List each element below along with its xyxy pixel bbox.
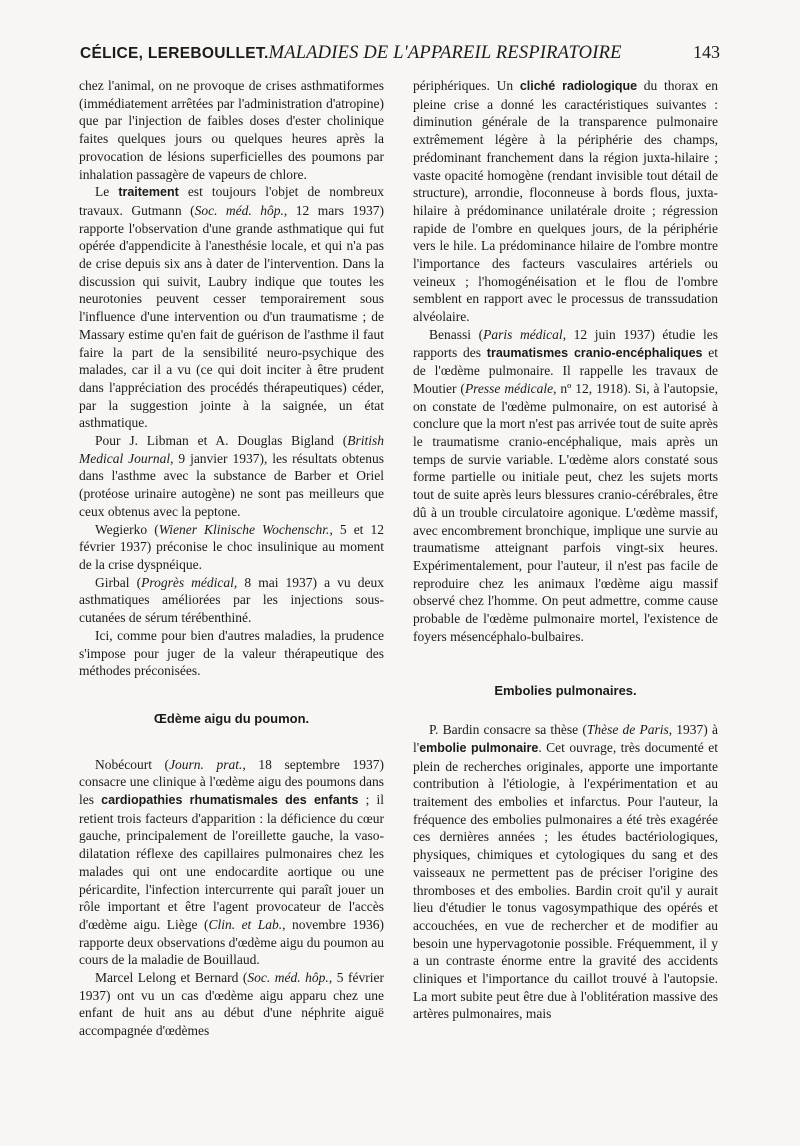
header-title: MALADIES DE L'APPAREIL RESPIRATOIRE — [268, 43, 622, 63]
citation-source: Clin. et Lab. — [208, 916, 283, 932]
section-title: Embolies pulmonaires. — [494, 682, 637, 698]
header-authors: CÉLICE, LEREBOULLET. — [80, 45, 269, 62]
citation-source: Wiener Klinische Wochenschr. — [158, 521, 330, 537]
paragraph: Ici, comme pour bien d'autres maladies, la prudence s'impose pour juger de la valeur thérapeutique des méthodes préconisées. — [79, 627, 384, 679]
citation-source: British Medical Journal — [79, 433, 384, 466]
paragraph: Le traitement est toujours l'objet de nombreux travaux. Gutmann (Soc. méd. hôp., 12 mars 1937) rapporte l'observation d'une grande asthmatique qui fut opérée d'appendicite à l'anesthésie locale, et qui n'a pas de crise depuis six ans à dater de l'intervention. Dans la discussion qui suivit, Laubry indique que toutes les neurotonies peuvent cesser temporairement sous l'influence d'une intervention ou d'un traumatisme ; de Massary estime qu'en fait de guérison de l'asthme il faut faire la part de la sensibilité neuro-psychique des malades, car il a vu (ce qui doit inciter à être prudent dans l'appréciation des procédés thérapeutiques) céder, par la suggestion jointe à la saignée, un état asthmatique. — [79, 184, 385, 431]
paragraph: Girbal (Progrès médical, 8 mai 1937) a vu deux asthmatiques améliorées par les injections sous-cutanées de sérum térébenthiné. — [79, 574, 385, 626]
citation-source: Progrès médical — [141, 574, 234, 590]
right-column — [413, 77, 718, 1023]
citation-source: Paris médical — [483, 326, 563, 342]
paragraph: Wegierko (Wiener Klinische Wochenschr., 5 et 12 février 1937) préconise le choc insulinique au moment de la crise dyspnéique. — [79, 521, 384, 572]
emphasis-term: cardiopathies rhumatismales des enfants — [101, 793, 359, 808]
section-title: Œdème aigu du poumon. — [153, 710, 310, 726]
citation-source: Journ. prat. — [169, 756, 243, 772]
paragraph: Benassi (Paris médical, 12 juin 1937) étudie les rapports des traumatismes cranio-encéphaliques et de l'œdème pulmonaire. Il rappelle les travaux de Moutier (Presse médicale, nº 12, 1918). Si, à l'autopsie, on constate de l'œdème pulmonaire, on est autorisé à conclure que la mort n'est pas arrivée tout de suite après le traumatisme cranio-encéphalique, mais après un temps de survie variable. L'œdème alors constaté sous forme partielle ou initiale peut, chez les sujets morts tout de suite après leurs blessures cranio-cérébrales, être dû à un trouble circulatoire agonique. L'œdème massif, avec encombrement bronchique, implique une survie au traumatisme atteignant parfois vingt-six heures. Expérimentalement, pour l'auteur, il n'est pas facile de reproduire chez les animaux l'œdème aigu massif observé chez l'homme. On peut admettre, comme cause probable de l'œdème pulmonaire mortel, l'existence de foyers mésencéphalo-bulbaires. — [413, 326, 718, 644]
emphasis-term: traumatismes cranio-encéphaliques — [486, 345, 703, 360]
emphasis-term: embolie pulmonaire — [419, 740, 539, 755]
running-header — [80, 42, 720, 64]
citation-source: Soc. méd. hôp. — [247, 970, 329, 986]
paragraph: Marcel Lelong et Bernard (Soc. méd. hôp., 5 février 1937) ont vu un cas d'œdème aigu apparu chez une enfant de huit ans au début d'une néphrite aiguë accompagnée d'œdèmes — [79, 970, 384, 1039]
left-column — [79, 77, 384, 1040]
emphasis-term: traitement — [118, 185, 179, 200]
citation-source: Presse médicale — [464, 380, 554, 396]
citation-source: Thèse de Paris — [586, 722, 669, 738]
paragraph: P. Bardin consacre sa thèse (Thèse de Paris, 1937) à l'embolie pulmonaire. Cet ouvrage, très documenté et plein de recherches originales, apporte une importante contribution à l'étiologie, à l'expérimentation et au traitement des embolies et infarctus. Pour l'auteur, la fréquence des embolies pulmonaires a été très exagérée ces dernières années ; les études bactériologiques, physiques, chimiques et cytologiques du sang et des vaisseaux ne permettent pas de préciser l'origine des thromboses et des embolies. Bardin croit qu'il y aurait lieu d'étudier le tonus vagosympathique des opérés et accouchées, en vue de rechercher et de modifier au besoin une hypervagotonie possible. Fréquemment, il y a un contraste énorme entre la gravité des accidents cliniques et l'importance du caillot trouvé à l'autopsie. La mort subite peut être due à l'oblitération massive des artères pulmonaires, mais — [413, 722, 718, 1022]
paragraph: Pour J. Libman et A. Douglas Bigland (British Medical Journal, 9 janvier 1937), les résultats obtenus dans l'asthme avec la substance de Barber et Oriel (protéose urinaire autogène) ne sont pas meilleurs que ceux obtenus avec la peptone. — [79, 433, 384, 519]
paragraph: périphériques. Un cliché radiologique du thorax en pleine crise a donné les caractéristiques suivantes : diminution générale de la transparence pulmonaire extrêmement légère à la périphérie des champs, prédominant franchement dans la région juxta-hilaire ; vaste opacité homogène (rendant invisible tout détail de structure), arrondie, floconneuse à bords flous, juxta-hilaire à prédominance unilatérale droite ; régression rapide de l'ombre en quelques jours, de la périphérie vers le hile. La prédominance hilaire de l'ombre montre l'importance des facteurs vasculaires artériels ou veineux ; l'homogénéisation et le flou de l'ombre semblent en rapport avec le processus de transsudation alvéolaire. — [413, 78, 718, 325]
page-number: 143 — [693, 42, 720, 62]
paragraph: chez l'animal, on ne provoque de crises asthmatiformes (immédiatement arrêtées par l'administration d'atropine) que par l'injection de faibles doses d'ester cholinique faites quelques jours ou quelques heures après la provocation de lésions superficielles des poumons par inhalation passagère de vapeurs de chlore. — [79, 78, 384, 182]
paragraph: Nobécourt (Journ. prat., 18 septembre 1937) consacre une clinique à l'œdème aigu des poumons dans les cardiopathies rhumatismales des enfants ; il retient trois facteurs d'apparition : la déficience du cœur gauche, principalement de l'oreillette gauche, la vaso-dilatation réflexe des capillaires pulmonaires chez les malades qui ont une endocardite aortique ou une péricardite, l'infection intercurrente qui paraît jouer un rôle important et être l'agent provocateur de l'accès d'œdème aigu. Liège (Clin. et Lab., novembre 1936) rapporte deux observations d'œdème aigu du poumon au cours de la maladie de Bouillaud. — [79, 756, 384, 968]
citation-source: Soc. méd. hôp. — [194, 202, 284, 218]
emphasis-term: cliché radiologique — [519, 79, 638, 93]
